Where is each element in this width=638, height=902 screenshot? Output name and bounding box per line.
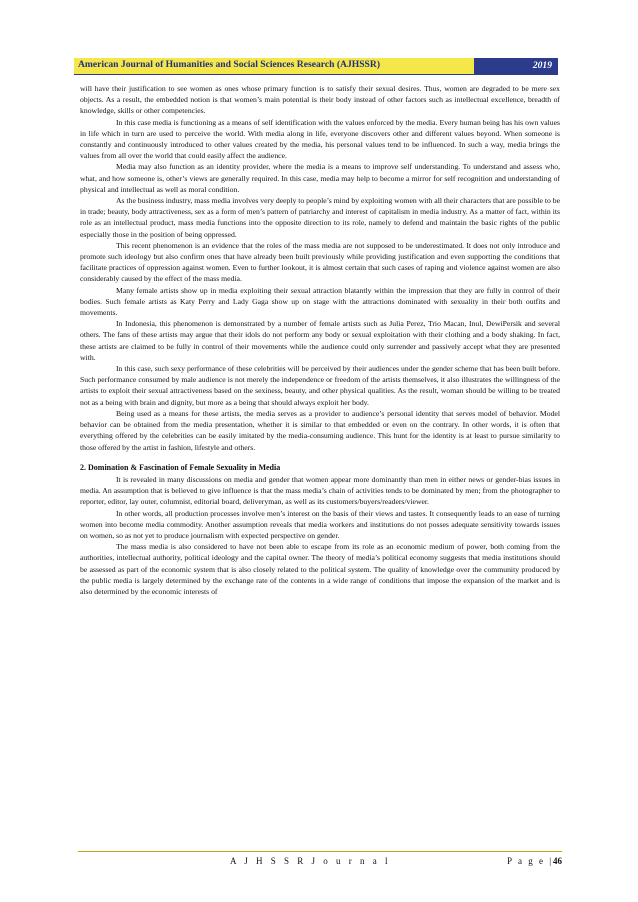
journal-title: American Journal of Humanities and Social Sciences Research (AJHSSR) [78,59,381,70]
section-heading: 2. Domination & Fascination of Female Sexuality in Media [80,462,281,472]
journal-header-band [74,58,558,75]
footer-page-indicator [507,856,562,866]
article-body [80,83,560,597]
paragraph: Being used as a means for these artists, the media serves as a provider to audience’s personal identity that serves model of behavior. Model behavior can be obtained from the media presentation, whether it is similar to that embedded or even on the contrary. In other words, it is often that everything offered by the celebrities can be easily imitated by the media-consuming audience. This hunt for the identity is at least to pursue similarity to those offered by the artist in fashion, lifestyle and others. [80,408,560,452]
paragraph: In this case, such sexy performance of these celebrities will be perceived by their audiences under the gender scheme that has been built before. Such performance consumed by male audience is not merely the independence or freedom of the artists themselves, it also illustrates the willingness of the artists to exploit their sexual attractiveness based on the sexiness, beauty, and other physical qualities. As the result, woman should be willing to be treated not as a being with brain and dignity, but more as a being that should always exploit her body. [80,364,560,407]
paragraph: As the business industry, mass media involves very deeply to people’s mind by exploiting women with all their characters that are possible to be in trade; beauty, body attractiveness, sex as a form of men’s pattern of patriarchy and interest of capitalism in media industry. As a matter of fact, within its role as an intellectual product, mass media functions into the opposite direction to its role, namely to defend and maintain the basic rights of the public especially those in the position of being oppressed. [80,196,561,239]
paragraph: In this case media is functioning as a means of self identification with the values enforced by the media. Every human being has his own values in life which in turn are used to perceive the world. With media along in life, everyone discovers other and different values beyond. When someone is constantly and continuously introduced to other values created by the media, his personal values tend to be influenced. In such a way, media brings the values from all over the world that could easily affect the audience. [80,117,560,161]
footer-divider [78,851,562,852]
paragraph: It is revealed in many discussions on media and gender that women appear more dominantly than men in either news or gender-bias issues in media. An assumption that is believed to give influence is that the mass media’s chain of activities tends to be dominated by men; from the photographer to reporter, editor, lay outer, columnist, editorial board, deliveryman, as well as its customers/buyers/readers/viewer. [80,474,560,507]
paragraph: Media may also function as an identity provider, where the media is a means to improve self understanding. To understand and assess who, what, and how someone is, other’s views are generally required. In this case, media may help to become a mirror for self recognition and understanding of physical and intellectual as well as moral condition. [80,162,560,194]
paragraph: This recent phenomenon is an evidence that the roles of the mass media are not supposed to be underestimated. It does not only introduce and promote such ideology but also confirm ones that have already been built previously while providing justification and even supporting the conditions that facilitate practices of oppression against women. Even to further lookout, it is almost certain that such cases of raping and violence against women are also considerably caused by the effect of the mass media. [80,240,560,284]
paragraph: In Indonesia, this phenomenon is demonstrated by a number of female artists such as Julia Perez, Trio Macan, Inul, DewiPersik and several others. The fans of these artists may argue that their idols do not perform any body or sexual exploitation with their clothing and a body shaking. In fact, these artists are claimed to be fully in control of their movements while the audience could only surrender and passively accept what they are presented with. [80,319,560,362]
footer-journal-name: A J H S S R J o u r n a l [230,856,391,866]
paragraph: Many female artists show up in media exploiting their sexual attraction blatantly within the impression that they are fully in control of their bodies. Such female artists as Katy Perry and Lady Gaga show up on stage with the attractions dominated with sexuality in their both outfits and movements. [80,285,560,318]
paragraph: In other words, all production processes involve men’s interest on the basis of their views and tastes. It consequently leads to an ease of turning women into become media commodity. Another assumption reveals that media workers and institutions do not posses adequate sensitivity towards issues on women, so as not yet to produce journalism with expected perspective on gender. [80,508,560,540]
paragraph: The mass media is also considered to have not been able to escape from its role as an economic medium of power, both coming from the authorities, intellectual authority, political ideology and the capital owner. The theory of media’s political economy suggests that media institutions should be assessed as part of the economic system that is also closely related to the political system. The quality of knowledge over the community produced by the public media is largely determined by the exchange rate of the contents in a wide range of conditions that impose the expansion of the market and is also determined by the economic interests of [80,542,560,596]
paragraph: will have their justification to see women as ones whose primary function is to satisfy their sexual desires. Thus, women are degraded to be mere sex objects. As a result, the embedded notion is that women’s main potential is their body instead of other factors such as intellectual excellence, breadth of knowledge, skills or other competencies. [80,84,560,116]
page-number: 46 [553,856,562,866]
page-label: P a g e | [507,856,553,866]
journal-year: 2019 [474,58,558,74]
